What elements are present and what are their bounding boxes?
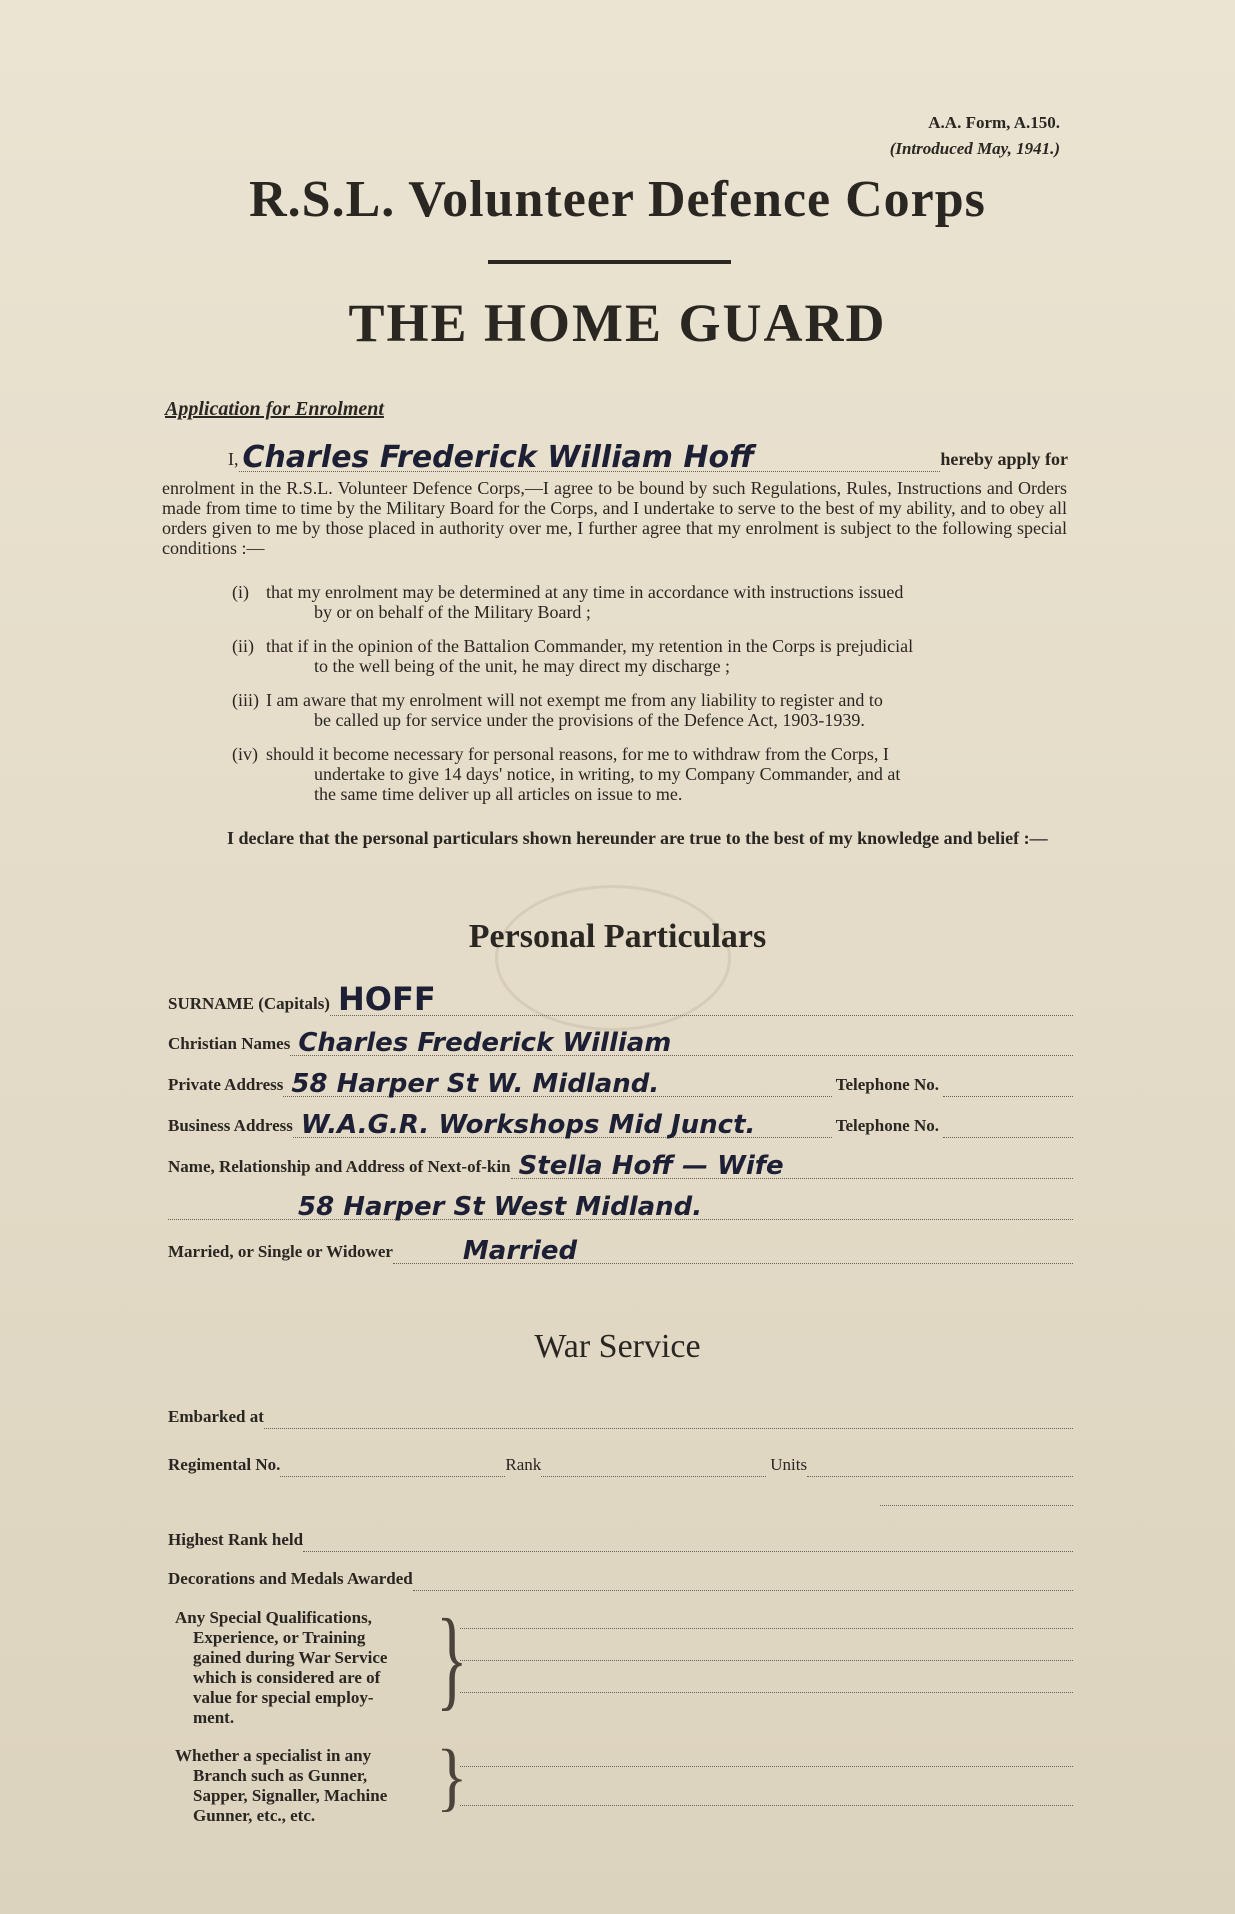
condition-3 [232,690,1067,730]
special-qualifications-brace: } [436,1597,468,1722]
highest-rank-row [168,1516,1073,1552]
applicant-name: Charles Frederick William Hoff [242,440,755,475]
specialist-branch-line: Sapper, Signaller, Machine [193,1786,388,1805]
marital-status-row [168,1228,1073,1264]
form-title: R.S.L. Volunteer Defence Corps [249,171,986,228]
condition-4 [232,744,1067,804]
surname-label: SURNAME (Capitals) [168,994,330,1013]
title-rule [488,260,731,264]
condition-2 [232,636,1067,676]
private-telephone-label: Telephone No. [835,1075,939,1094]
decorations-row [168,1555,1073,1591]
special-qualifications-line: Any Special Qualifications, [175,1608,372,1627]
condition-text-cont: by or on behalf of the Military Board ; [314,602,591,622]
next-of-kin-address-row [168,1184,1073,1220]
condition-text-cont: the same time deliver up all articles on issue to me. [314,784,683,804]
form-subtitle: THE HOME GUARD [348,293,887,353]
highest-rank-field [303,1519,1073,1552]
surname-row [168,980,1073,1016]
surname-value: HOFF [337,980,436,1018]
specialist-branch-field-line [460,1805,1073,1806]
condition-1 [232,582,1067,622]
specialist-branch-line: Branch such as Gunner, [193,1766,368,1785]
business-telephone-label: Telephone No. [835,1116,939,1135]
specialist-branch-field-line [460,1766,1073,1767]
special-qualifications-field-line [460,1692,1073,1693]
war-service-heading: War Service [534,1328,701,1365]
condition-number: (iii) [232,690,259,710]
special-qualifications-line: ment. [193,1708,235,1727]
next-of-kin-address-value: 58 Harper St West Midland. [298,1192,703,1222]
business-address-value: W.A.G.R. Workshops Mid Junct. [300,1110,756,1140]
units-field-extra-line [880,1505,1073,1506]
christian-names-row [168,1020,1073,1056]
decorations-label: Decorations and Medals Awarded [168,1569,413,1588]
christian-names-label: Christian Names [168,1034,291,1053]
personal-particulars-heading: Personal Particulars [468,918,767,955]
next-of-kin-row [168,1143,1073,1179]
condition-text-cont: undertake to give 14 days' notice, in writing, to my Company Commander, and at [314,764,901,784]
specialist-branch-label [175,1746,445,1826]
christian-names-value: Charles Frederick William [298,1028,672,1058]
embarked-label: Embarked at [168,1407,264,1426]
special-qualifications-field-line [460,1660,1073,1661]
next-of-kin-address-field [168,1187,1073,1220]
regimental-number-field [280,1444,505,1477]
special-qualifications-line: Experience, or Training [193,1628,366,1647]
applicant-prefix: I, [228,449,239,469]
specialist-branch-line: Gunner, etc., etc. [193,1806,316,1825]
rank-field [541,1444,766,1477]
business-telephone-field [943,1105,1073,1138]
condition-text: I am aware that my enrolment will not exempt me from any liability to register and to [266,690,883,710]
embarked-field [264,1396,1073,1429]
marital-status-label: Married, or Single or Widower [168,1242,393,1261]
form-reference [890,110,1060,162]
application-heading: Application for Enrolment [165,398,384,420]
applicant-name-field [239,440,941,475]
special-qualifications-line: value for special employ- [193,1688,374,1707]
special-qualifications-field-line [460,1628,1073,1629]
business-address-field [293,1105,832,1138]
business-address-row [168,1102,1073,1138]
marital-status-field [393,1231,1073,1264]
decorations-field [413,1558,1073,1591]
form-number: A.A. Form, A.150. [928,113,1060,132]
special-qualifications-line: gained during War Service [193,1648,388,1667]
private-telephone-field [943,1064,1073,1097]
condition-text: that my enrolment may be determined at any time in accordance with instructions issued [266,582,904,602]
units-field [807,1444,1073,1477]
special-qualifications-line: which is considered are of [193,1668,381,1687]
special-qualifications-label [175,1608,445,1728]
condition-number: (iv) [232,744,258,764]
business-address-label: Business Address [168,1116,293,1135]
next-of-kin-label: Name, Relationship and Address of Next-of-kin [168,1157,511,1176]
specialist-branch-line: Whether a specialist in any [175,1746,372,1765]
condition-number: (ii) [232,636,254,656]
marital-status-value: Married [462,1236,578,1266]
regimental-row [168,1441,1073,1477]
next-of-kin-field [511,1146,1073,1179]
private-address-value: 58 Harper St W. Midland. [291,1069,660,1099]
condition-text: that if in the opinion of the Battalion Commander, my retention in the Corps is prejudicial [266,636,914,656]
private-address-row [168,1061,1073,1097]
condition-text: should it become necessary for personal reasons, for me to withdraw from the Corps, I [266,744,889,764]
regimental-number-label: Regimental No. [168,1455,281,1474]
condition-text-cont: be called up for service under the provisions of the Defence Act, 1903-1939. [314,710,865,730]
condition-number: (i) [232,582,249,602]
embarked-row [168,1393,1073,1429]
intro-paragraph: enrolment in the R.S.L. Volunteer Defence Corps,—I agree to be bound by such Regulations, Rules, Instructions and Orders made from time to time by the Military Board for the Corps, and I undertake to serve to the best of my ability, and to obey all orders given to me by those placed in authority over me, I further agree that my enrolment is subject to the following special conditions :— [162,478,1067,558]
surname-field [330,980,1073,1018]
private-address-field [283,1064,831,1097]
units-label: Units [770,1455,808,1474]
declaration: I declare that the personal particulars shown hereunder are true to the best of my knowledge and belief :— [227,828,1048,848]
form-introduced-date: (Introduced May, 1941.) [889,139,1060,158]
applicant-line [228,440,1068,475]
private-address-label: Private Address [168,1075,284,1094]
next-of-kin-value: Stella Hoff — Wife [518,1151,784,1181]
condition-text-cont: to the well being of the unit, he may direct my discharge ; [314,656,731,676]
applicant-suffix: hereby apply for [940,449,1068,469]
christian-names-field [290,1023,1073,1056]
rank-label: Rank [505,1455,542,1474]
specialist-branch-brace: } [436,1735,468,1820]
highest-rank-label: Highest Rank held [168,1530,304,1549]
